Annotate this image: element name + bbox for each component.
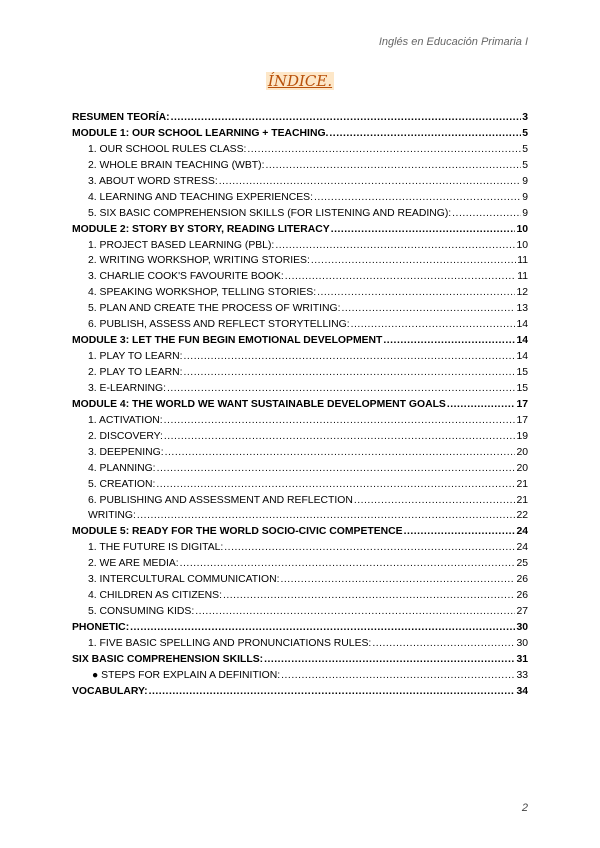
toc-entry-page: 17 [516,398,528,410]
toc-entry-page: 11 [517,271,528,283]
toc-entry-label: WRITING: [88,510,136,522]
toc-entry-label: 1. PROJECT BASED LEARNING (PBL): [88,239,275,251]
toc-entry-label: PHONETIC: [72,622,130,633]
toc-entry-label: 6. PUBLISH, ASSESS AND REFLECT STORYTELLING: [88,319,350,331]
toc-subsection-entry[interactable] [72,176,528,192]
toc-entry-page: 14 [516,319,528,331]
toc-section-entry[interactable] [72,686,528,702]
toc-section-entry[interactable] [72,128,528,144]
running-header: Inglés en Educación Primaria I [378,36,528,48]
toc-entry-page: 30 [516,622,528,633]
toc-entry-page: 5 [522,159,528,171]
toc-entry-page: 12 [516,287,528,299]
toc-entry-page: 26 [516,590,528,602]
toc-entry-page: 5 [522,127,528,139]
toc-dot-leader [264,654,515,665]
toc-dot-leader [223,590,515,601]
toc-entry-page: 11 [517,255,528,267]
toc-entry-label: 5. SIX BASIC COMPREHENSION SKILLS (FOR LISTENING AND READING): [88,207,452,219]
toc-dot-leader [372,638,515,649]
title-container [0,72,600,91]
toc-entry-page: 14 [516,351,528,363]
toc-entry-label: 3. E-LEARNING: [88,382,166,394]
toc-subsection-entry[interactable] [72,208,528,224]
toc-entry-label: VOCABULARY: [72,685,148,697]
toc-entry-label: MODULE 5: READY FOR THE WORLD SOCIO-CIVIC COMPETENCE [72,526,403,538]
toc-entry-label: 1. OUR SCHOOL RULES CLASS: [88,143,247,155]
toc-section-entry[interactable] [72,622,528,638]
index-title: ÍNDICE. [267,72,333,90]
toc-entry-page: 3 [522,112,528,123]
toc-subsection-entry[interactable] [72,542,528,558]
toc-entry-page: 24 [516,542,528,554]
toc-entry-page: 26 [516,574,528,586]
toc-entry-page: 20 [516,446,528,458]
toc-entry-label: 3. CHARLIE COOK'S FAVOURITE BOOK: [88,271,284,283]
toc-dot-leader [317,287,515,298]
toc-entry-label: 1. FIVE BASIC SPELLING AND PRONUNCIATIONS RULES: [88,637,372,649]
toc-subsection-entry[interactable] [72,319,528,335]
toc-dot-leader [383,335,515,346]
toc-entry-label: 3. INTERCULTURAL COMMUNICATION: [88,574,280,586]
toc-entry-label: 2. WRITING WORKSHOP, WRITING STORIES: [88,255,310,267]
toc-entry-label: 1. PLAY TO LEARN: [88,351,183,363]
toc-dot-leader [285,271,516,282]
toc-subsection-entry[interactable] [72,383,528,399]
toc-entry-page: 15 [516,382,528,394]
toc-entry-page: 25 [516,558,528,570]
toc-entry-label: 4. PLANNING: [88,462,156,474]
toc-subsection-entry[interactable] [72,271,528,287]
toc-subsection-entry[interactable] [72,415,528,431]
toc-entry-page: 10 [516,239,528,251]
toc-entry-page: 31 [516,653,528,665]
toc-subsection-entry[interactable] [72,574,528,590]
toc-dot-leader [280,574,515,585]
toc-entry-label: 5. CONSUMING KIDS: [88,606,195,618]
toc-dot-leader [137,510,516,521]
toc-entry-page: 14 [516,335,528,347]
toc-dot-leader [224,542,515,553]
toc-dot-leader [275,240,515,251]
toc-entry-label: ● STEPS FOR EXPLAIN A DEFINITION: [92,669,281,681]
toc-entry-page: 30 [516,637,528,649]
toc-dot-leader [311,255,516,266]
toc-entry-label: SIX BASIC COMPREHENSION SKILLS: [72,653,264,665]
toc-section-entry[interactable] [72,399,528,415]
table-of-contents [72,112,528,702]
toc-subsection-entry[interactable] [72,431,528,447]
toc-entry-label: 3. DEEPENING: [88,446,164,458]
toc-entry-page: 10 [516,223,528,235]
toc-dot-leader [265,160,521,171]
toc-dot-leader [314,192,521,203]
toc-entry-label: 6. PUBLISHING AND ASSESSMENT AND REFLECTION [88,494,353,506]
toc-section-entry[interactable] [72,335,528,351]
toc-subsection-entry[interactable] [72,495,528,511]
toc-entry-page: 33 [516,669,528,681]
toc-dot-leader [167,383,515,394]
toc-entry-label: 2. WHOLE BRAIN TEACHING (WBT): [88,159,265,171]
toc-dot-leader [447,399,516,410]
toc-dot-leader [156,479,515,490]
toc-dot-leader [404,526,516,537]
toc-subsection-entry[interactable] [72,240,528,256]
toc-subsection-entry[interactable] [72,510,528,526]
toc-dot-leader [184,367,516,378]
toc-subsection-entry[interactable] [72,255,528,271]
toc-dot-leader [130,622,515,633]
toc-dot-leader [157,463,516,474]
toc-subsection-entry[interactable] [72,479,528,495]
toc-entry-label: 5. CREATION: [88,478,156,490]
toc-section-entry[interactable] [72,654,528,670]
toc-entry-page: 5 [522,143,528,155]
toc-subsection-entry[interactable] [72,590,528,606]
toc-entry-page: 13 [516,303,528,315]
toc-subsection-entry[interactable] [72,287,528,303]
toc-dot-leader [165,447,516,458]
toc-dot-leader [281,670,515,681]
toc-entry-label: 4. SPEAKING WORKSHOP, TELLING STORIES: [88,287,317,299]
toc-section-entry[interactable] [72,526,528,542]
toc-entry-page: 24 [516,526,528,538]
toc-entry-page: 15 [516,367,528,378]
toc-entry-label: MODULE 1: OUR SCHOOL LEARNING + TEACHING. [72,127,329,139]
toc-entry-page: 9 [522,207,528,219]
toc-dot-leader [195,606,515,617]
toc-subsection-entry[interactable] [72,447,528,463]
toc-entry-label: MODULE 3: LET THE FUN BEGIN EMOTIONAL DEVELOPMENT [72,335,383,347]
toc-entry-label: 5. PLAN AND CREATE THE PROCESS OF WRITING: [88,303,341,315]
toc-subsection-entry[interactable] [72,670,528,686]
toc-entry-page: 19 [516,430,528,442]
toc-section-entry[interactable] [72,112,528,128]
toc-subsection-entry[interactable] [72,303,528,319]
toc-dot-leader [354,495,516,506]
toc-dot-leader [331,224,516,235]
toc-entry-label: 2. WE ARE MEDIA: [88,558,179,570]
toc-dot-leader [247,144,521,155]
toc-subsection-entry[interactable] [72,558,528,574]
toc-dot-leader [171,112,522,123]
toc-entry-page: 21 [516,494,528,506]
page-number: 2 [521,802,528,814]
toc-entry-label: 4. CHILDREN AS CITIZENS: [88,590,222,602]
toc-dot-leader [452,208,521,219]
toc-subsection-entry[interactable] [72,160,528,176]
toc-dot-leader [342,303,516,314]
toc-dot-leader [164,415,516,426]
toc-entry-page: 22 [516,510,528,522]
toc-subsection-entry[interactable] [72,367,528,383]
toc-dot-leader [329,128,521,139]
toc-entry-label: 1. THE FUTURE IS DIGITAL: [88,542,224,554]
toc-section-entry[interactable] [72,224,528,240]
toc-entry-page: 27 [516,606,528,618]
toc-dot-leader [149,686,516,697]
toc-entry-label: RESUMEN TEORÍA: [72,112,170,123]
toc-entry-label: MODULE 2: STORY BY STORY, READING LITERACY [72,223,330,235]
toc-entry-page: 9 [522,175,528,187]
toc-dot-leader [164,431,516,442]
toc-entry-page: 17 [516,414,528,426]
toc-entry-label: MODULE 4: THE WORLD WE WANT SUSTAINABLE DEVELOPMENT GOALS [72,398,446,410]
toc-dot-leader [180,558,516,569]
toc-entry-label: 2. DISCOVERY: [88,430,163,442]
toc-dot-leader [351,319,516,330]
toc-entry-page: 21 [516,478,528,490]
toc-subsection-entry[interactable] [72,606,528,622]
toc-entry-label: 1. ACTIVATION: [88,414,163,426]
toc-entry-page: 20 [516,462,528,474]
toc-subsection-entry[interactable] [72,351,528,367]
toc-subsection-entry[interactable] [72,638,528,654]
toc-dot-leader [184,351,516,362]
toc-entry-label: 2. PLAY TO LEARN: [88,367,183,378]
toc-entry-label: 3. ABOUT WORD STRESS: [88,175,218,187]
toc-dot-leader [219,176,522,187]
toc-subsection-entry[interactable] [72,144,528,160]
toc-entry-page: 34 [516,685,528,697]
toc-subsection-entry[interactable] [72,463,528,479]
toc-entry-label: 4. LEARNING AND TEACHING EXPERIENCES: [88,191,313,203]
toc-entry-page: 9 [522,191,528,203]
toc-subsection-entry[interactable] [72,192,528,208]
